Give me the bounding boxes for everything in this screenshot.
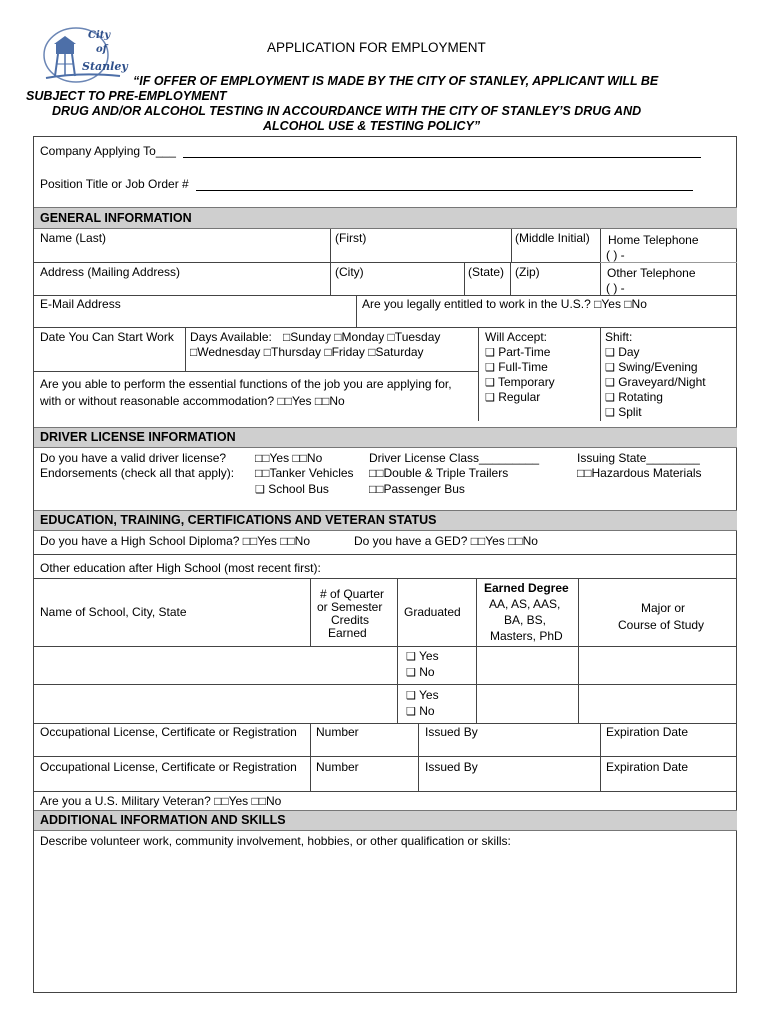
logo-text-of: of: [96, 44, 107, 55]
shift-day[interactable]: ❑ Day: [605, 345, 640, 359]
ged-question[interactable]: Do you have a GED? □□Yes □□No: [354, 534, 538, 548]
accept-part-time[interactable]: ❑ Part-Time: [485, 345, 551, 359]
first-name-label: (First): [335, 231, 367, 245]
col-major-2: Course of Study: [618, 618, 705, 632]
license-class-field[interactable]: Driver License Class_________: [369, 451, 540, 465]
checkbox-icon: ❑: [406, 690, 416, 702]
col-degree-4: Masters, PhD: [490, 629, 563, 643]
notice-line-1: “IF OFFER OF EMPLOYMENT IS MADE BY THE CITY OF STANLEY, APPLICANT WILL BE: [133, 74, 659, 88]
license-row1-number: Number: [316, 725, 359, 739]
driver-license-header: DRIVER LICENSE INFORMATION: [34, 427, 737, 448]
other-telephone-label: Other Telephone: [607, 266, 696, 280]
checkbox-icon: ❑: [485, 347, 495, 359]
additional-info-header: ADDITIONAL INFORMATION AND SKILLS: [34, 810, 737, 831]
row1-graduated-no[interactable]: ❑ No: [406, 665, 435, 679]
col-major-1: Major or: [641, 601, 686, 615]
col-degree-2: AA, AS, AAS,: [489, 597, 561, 611]
checkbox-icon: ❑: [605, 347, 615, 359]
license-row2-label: Occupational License, Certificate or Registration: [40, 760, 297, 774]
endorse-tanker[interactable]: □□Tanker Vehicles: [255, 466, 354, 480]
position-input[interactable]: [196, 190, 693, 191]
city-label: (City): [335, 265, 364, 279]
other-education-label: Other education after High School (most recent first):: [40, 561, 321, 575]
city-logo: [40, 24, 130, 86]
position-label: Position Title or Job Order #: [40, 177, 189, 191]
row2-graduated-no[interactable]: ❑ No: [406, 704, 435, 718]
endorse-passenger-bus[interactable]: □□Passenger Bus: [369, 482, 465, 496]
notice-line-3: DRUG AND/OR ALCOHOL TESTING IN ACCOURDANCE WITH THE CITY OF STANLEY’S DRUG AND: [52, 104, 642, 118]
middle-initial-label: (Middle Initial): [515, 231, 590, 245]
endorsements-label: Endorsements (check all that apply):: [40, 466, 235, 480]
logo-text-stanley: Stanley: [82, 60, 128, 73]
water-tower-icon: [40, 24, 130, 86]
state-label: (State): [468, 265, 505, 279]
start-date-label: Date You Can Start Work: [40, 330, 174, 344]
education-header: EDUCATION, TRAINING, CERTIFICATIONS AND VETERAN STATUS: [34, 510, 737, 531]
page-title: APPLICATION FOR EMPLOYMENT: [267, 40, 486, 55]
will-accept-label: Will Accept:: [485, 330, 548, 344]
row1-graduated-yes[interactable]: ❑ Yes: [406, 649, 439, 663]
shift-graveyard[interactable]: ❑ Graveyard/Night: [605, 375, 706, 389]
license-row2-number: Number: [316, 760, 359, 774]
skills-textarea[interactable]: [36, 850, 734, 990]
col-credits-4: Earned: [328, 626, 367, 640]
valid-license-question: Do you have a valid driver license?: [40, 451, 227, 465]
accept-temporary[interactable]: ❑ Temporary: [485, 375, 555, 389]
license-row1-issued: Issued By: [425, 725, 478, 739]
shift-swing[interactable]: ❑ Swing/Evening: [605, 360, 698, 374]
accept-full-time[interactable]: ❑ Full-Time: [485, 360, 548, 374]
checkbox-icon: ❑: [605, 407, 615, 419]
zip-label: (Zip): [515, 265, 540, 279]
license-row1-expiration: Expiration Date: [606, 725, 689, 739]
company-input[interactable]: [183, 157, 701, 158]
checkbox-icon: ❑: [406, 706, 416, 718]
email-label: E-Mail Address: [40, 297, 121, 311]
col-credits-2: or Semester: [317, 600, 383, 614]
legal-work-question[interactable]: Are you legally entitled to work in the U.S.? □Yes □No: [362, 297, 647, 311]
checkbox-icon: ❑: [605, 392, 615, 404]
checkbox-icon: ❑: [406, 651, 416, 663]
checkbox-icon: ❑: [605, 377, 615, 389]
endorse-school-bus[interactable]: ❑ School Bus: [255, 482, 329, 496]
other-telephone-format[interactable]: ( ) -: [606, 281, 625, 295]
days-available-label: Days Available:: [190, 330, 272, 344]
checkbox-icon: ❑: [406, 667, 416, 679]
shift-split[interactable]: ❑ Split: [605, 405, 642, 419]
logo-text-city: City: [88, 30, 111, 41]
valid-license-options[interactable]: □□Yes □□No: [255, 451, 323, 465]
checkbox-icon: ❑: [485, 377, 495, 389]
col-graduated: Graduated: [404, 605, 461, 619]
col-degree-3: BA, BS,: [504, 613, 547, 627]
describe-skills-label: Describe volunteer work, community involvement, hobbies, or other qualification or skills:: [40, 834, 511, 848]
accept-regular[interactable]: ❑ Regular: [485, 390, 541, 404]
general-information-header: GENERAL INFORMATION: [34, 207, 737, 229]
essential-functions-line-2[interactable]: with or without reasonable accommodation? □□Yes □□No: [40, 394, 345, 408]
license-row1-label: Occupational License, Certificate or Registration: [40, 725, 297, 739]
days-row-2[interactable]: □Wednesday □Thursday □Friday □Saturday: [190, 345, 424, 359]
home-telephone-format[interactable]: ( ) -: [606, 248, 625, 262]
diploma-question[interactable]: Do you have a High School Diploma? □□Yes □□No: [40, 534, 311, 548]
checkbox-icon: ❑: [485, 362, 495, 374]
company-label: Company Applying To___: [40, 144, 176, 158]
checkbox-icon: ❑: [255, 484, 265, 496]
shift-label: Shift:: [605, 330, 633, 344]
col-degree-1: Earned Degree: [484, 581, 569, 595]
notice-line-2: SUBJECT TO PRE-EMPLOYMENT: [26, 89, 227, 103]
endorse-hazmat[interactable]: □□Hazardous Materials: [577, 466, 702, 480]
license-row2-expiration: Expiration Date: [606, 760, 689, 774]
shift-rotating[interactable]: ❑ Rotating: [605, 390, 663, 404]
address-label: Address (Mailing Address): [40, 265, 181, 279]
col-credits-3: Credits: [331, 613, 370, 627]
checkbox-icon: ❑: [605, 362, 615, 374]
issuing-state-field[interactable]: Issuing State________: [577, 451, 700, 465]
veteran-question[interactable]: Are you a U.S. Military Veteran? □□Yes □□No: [40, 794, 282, 808]
days-row-1[interactable]: □Sunday □Monday □Tuesday: [283, 330, 441, 344]
essential-functions-line-1: Are you able to perform the essential functions of the job you are applying for,: [40, 377, 452, 391]
endorse-double-triple[interactable]: □□Double & Triple Trailers: [369, 466, 509, 480]
row2-graduated-yes[interactable]: ❑ Yes: [406, 688, 439, 702]
checkbox-icon: ❑: [485, 392, 495, 404]
col-school: Name of School, City, State: [40, 605, 187, 619]
notice-line-4: ALCOHOL USE & TESTING POLICY”: [263, 119, 481, 133]
col-credits-1: # of Quarter: [320, 587, 385, 601]
license-row2-issued: Issued By: [425, 760, 478, 774]
home-telephone-label: Home Telephone: [608, 233, 699, 247]
name-last-label: Name (Last): [40, 231, 107, 245]
